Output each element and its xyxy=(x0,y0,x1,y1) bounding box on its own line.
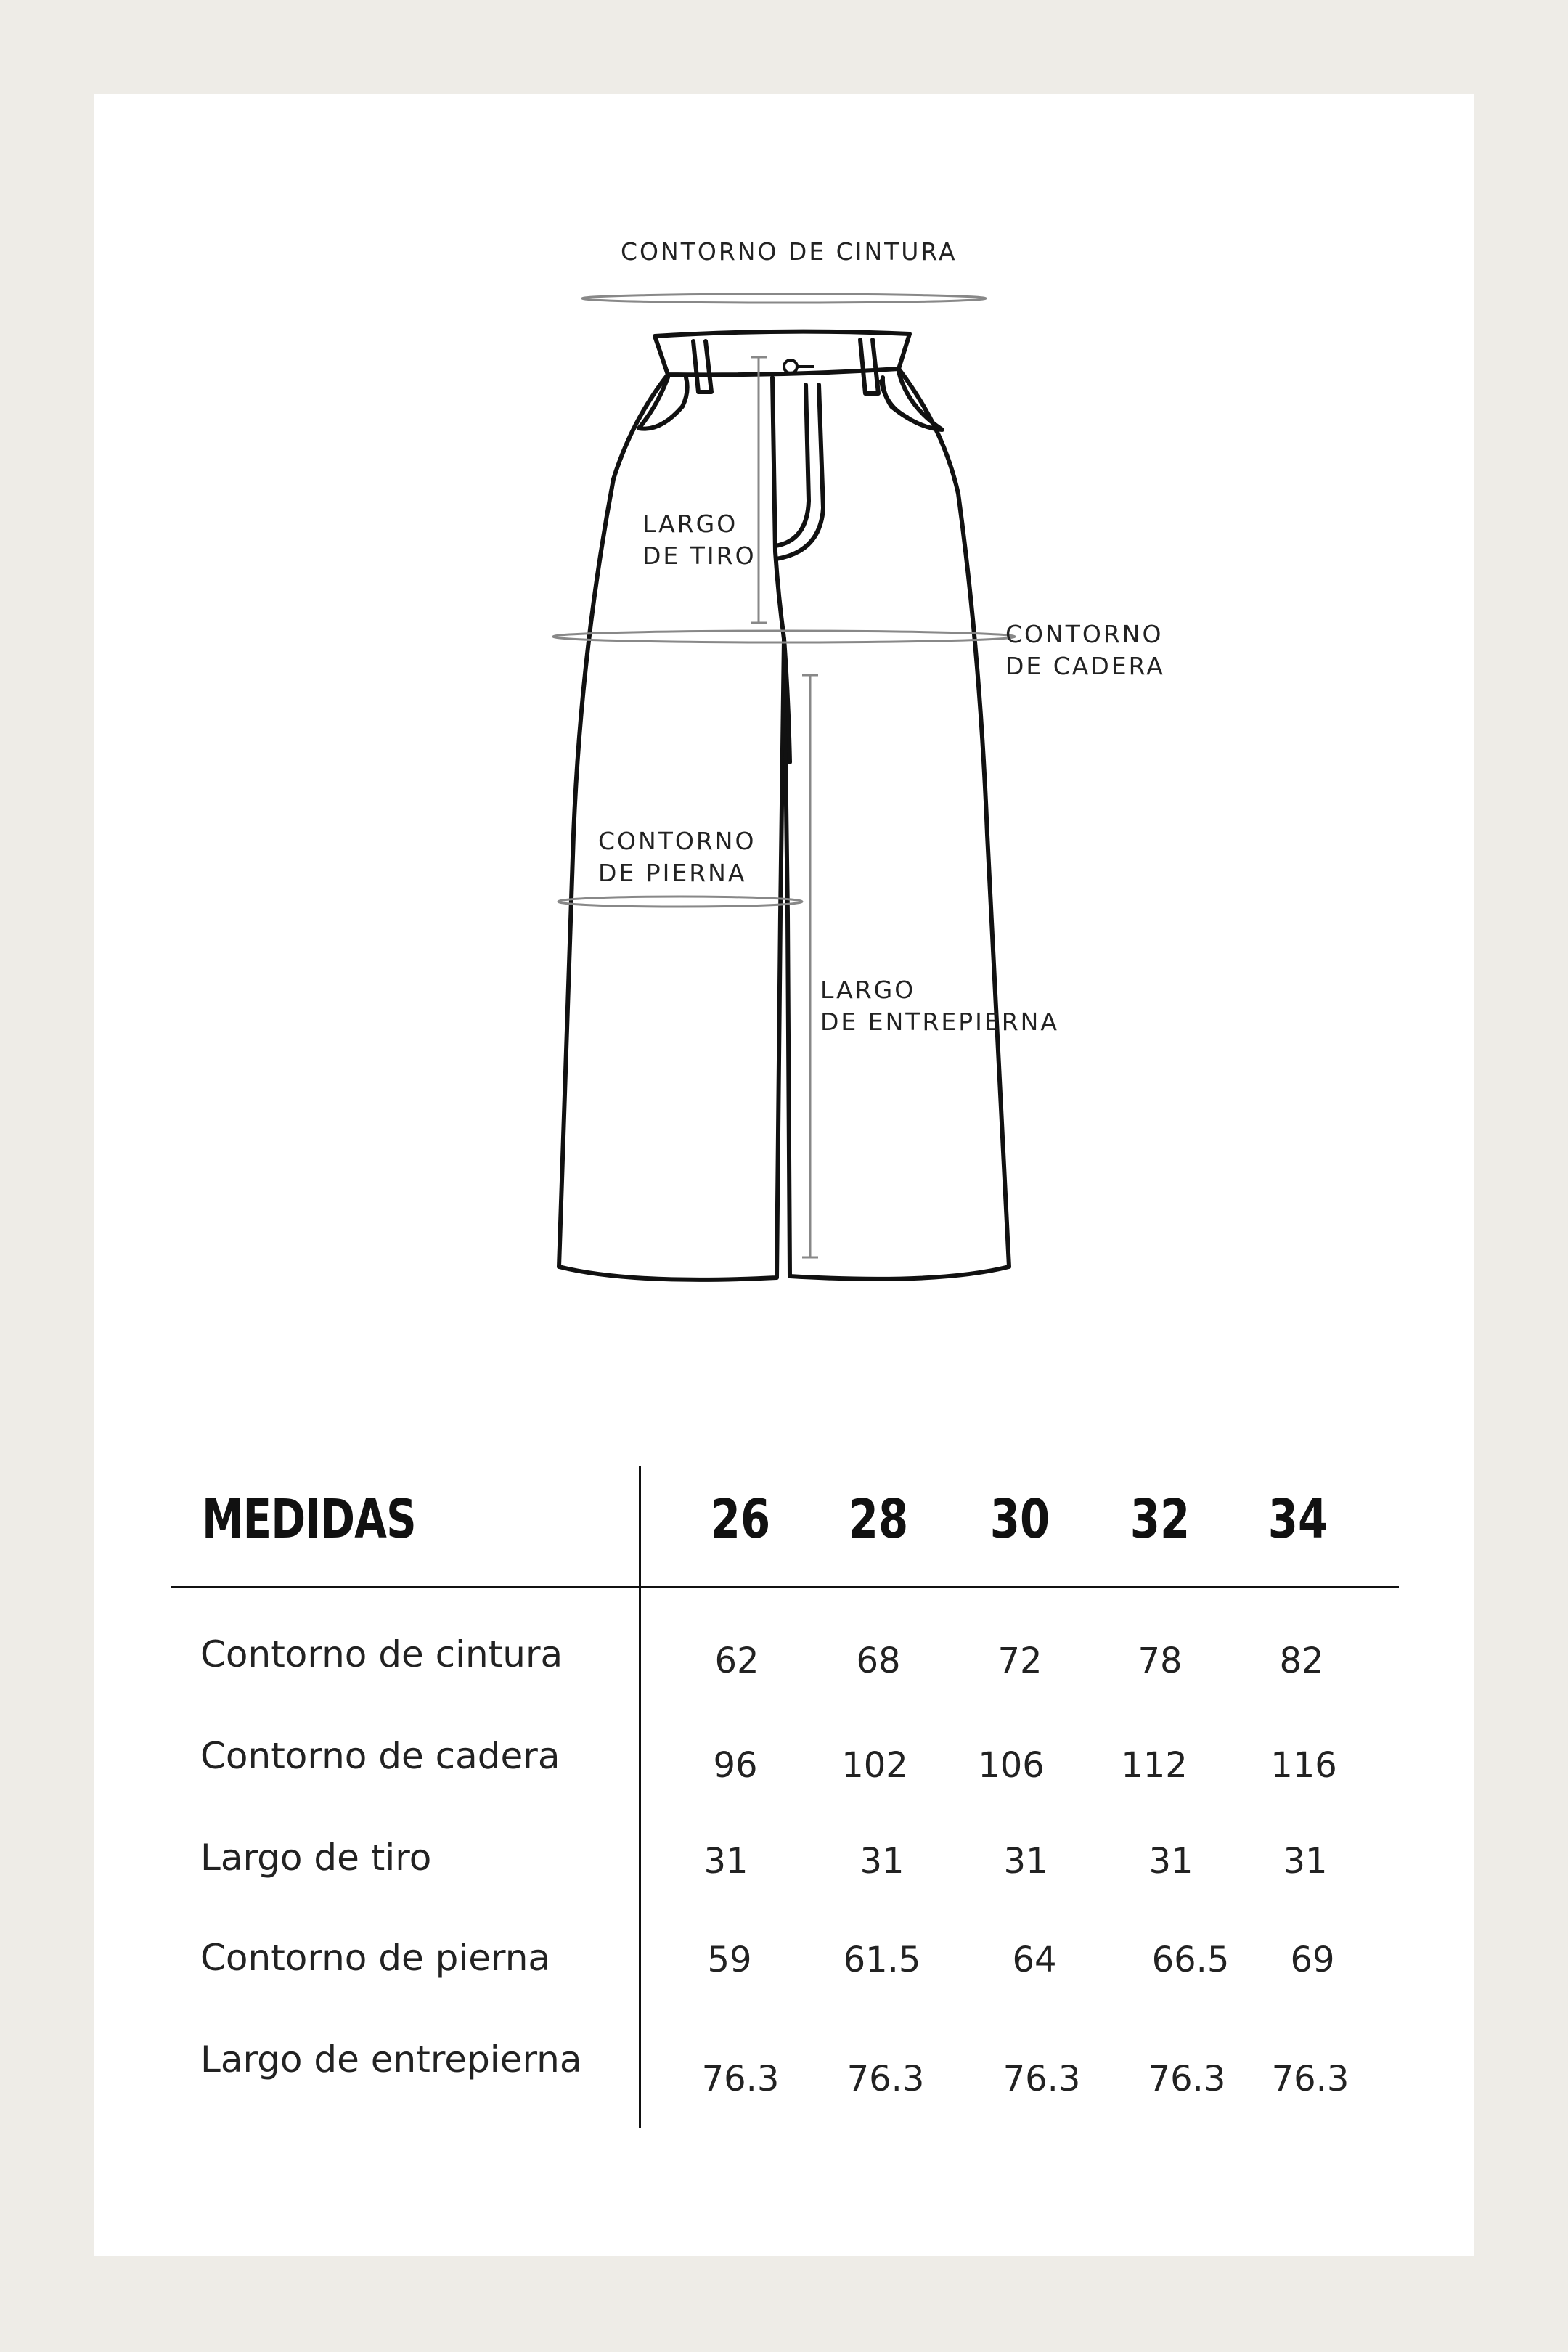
table-cell: 116 xyxy=(1270,1745,1337,1786)
leg-label: CONTORNO DE PIERNA xyxy=(598,827,756,887)
table-cell: 76.3 xyxy=(1148,2059,1226,2099)
table-cell: 82 xyxy=(1279,1641,1324,1681)
table-cell: 72 xyxy=(997,1641,1042,1681)
header-divider xyxy=(171,1586,1399,1588)
table-cell: 96 xyxy=(713,1745,758,1786)
table-cell: 106 xyxy=(978,1745,1045,1786)
table-cell: 66.5 xyxy=(1151,1940,1230,1980)
table-cell: 31 xyxy=(703,1841,748,1882)
size-header: 30 xyxy=(989,1488,1050,1551)
row-label: Contorno de cintura xyxy=(200,1633,563,1675)
table-cell: 31 xyxy=(1003,1841,1048,1882)
table-cell: 112 xyxy=(1121,1745,1188,1786)
table-cell: 78 xyxy=(1138,1641,1183,1681)
size-header: 34 xyxy=(1267,1488,1328,1551)
table-cell: 31 xyxy=(1283,1841,1328,1882)
row-label: Contorno de cadera xyxy=(200,1735,560,1777)
inseam-label: LARGO DE ENTREPIERNA xyxy=(820,976,1059,1036)
rise-label: LARGO DE TIRO xyxy=(642,510,756,570)
table-cell: 31 xyxy=(859,1841,905,1882)
table-cell: 69 xyxy=(1290,1940,1335,1980)
table-cell: 31 xyxy=(1148,1841,1193,1882)
size-header: 28 xyxy=(848,1488,909,1551)
table-cell: 62 xyxy=(714,1641,759,1681)
column-divider xyxy=(639,1466,641,2128)
table-cell: 68 xyxy=(856,1641,901,1681)
row-label: Largo de entrepierna xyxy=(200,2038,582,2081)
table-cell: 64 xyxy=(1012,1940,1057,1980)
row-label: Contorno de pierna xyxy=(200,1937,551,1979)
table-cell: 59 xyxy=(707,1940,752,1980)
hip-label: CONTORNO DE CADERA xyxy=(1005,620,1165,680)
table-title: MEDIDAS xyxy=(202,1488,416,1551)
table-cell: 76.3 xyxy=(846,2059,925,2099)
table-cell: 76.3 xyxy=(1003,2059,1081,2099)
size-header: 26 xyxy=(710,1488,771,1551)
table-cell: 76.3 xyxy=(701,2059,780,2099)
size-header: 32 xyxy=(1130,1488,1191,1551)
row-label: Largo de tiro xyxy=(200,1837,432,1879)
waist-label: CONTORNO DE CINTURA xyxy=(621,237,957,266)
table-cell: 76.3 xyxy=(1271,2059,1349,2099)
table-cell: 61.5 xyxy=(843,1940,921,1980)
table-cell: 102 xyxy=(841,1745,908,1786)
